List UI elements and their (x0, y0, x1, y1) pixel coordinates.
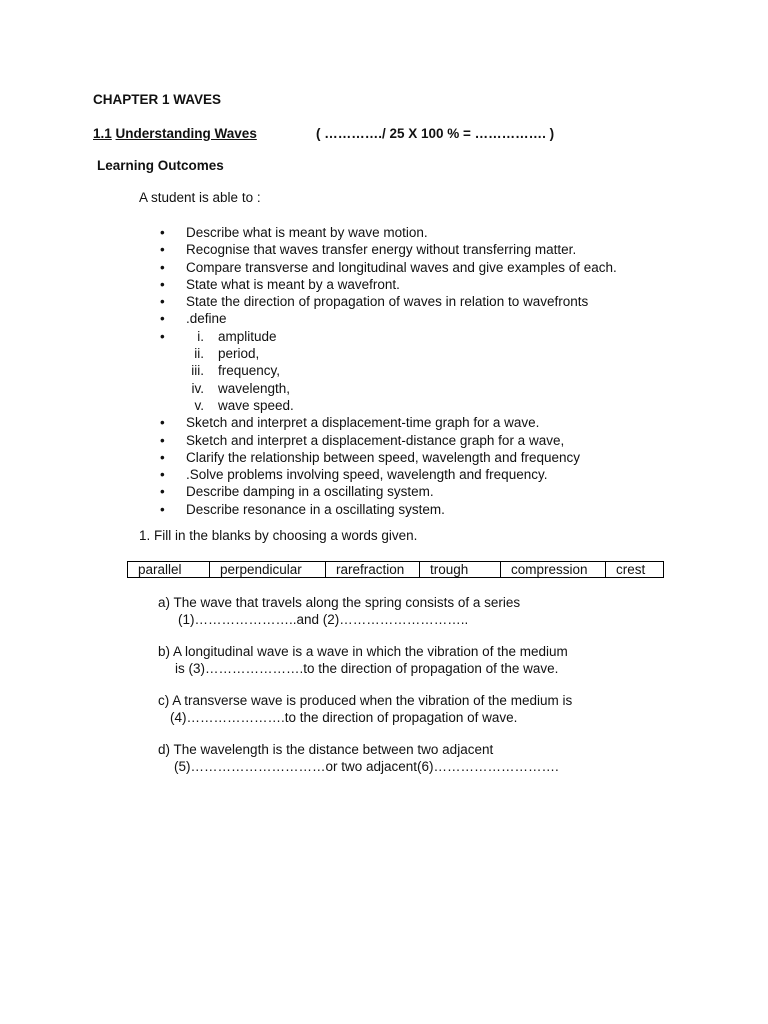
list-item: • Describe damping in a oscillating system. (160, 483, 617, 500)
sub-item-number: iv. (191, 380, 204, 396)
outcomes-intro: A student is able to : (139, 190, 261, 205)
chapter-title: CHAPTER 1 WAVES (93, 92, 222, 107)
sub-list-item (182, 328, 617, 345)
sub-item-text: frequency, (218, 363, 281, 379)
word-cell: perpendicular (210, 562, 326, 578)
define-sublist-container (160, 328, 617, 414)
define-sublist (182, 328, 617, 414)
sub-item-text: amplitude (218, 328, 277, 344)
answer-line: (1)…………………..and (2)……………………….. (178, 611, 469, 627)
answer-line: (4)………………….to the direction of propagation of wave. (170, 709, 518, 725)
sub-list-item (182, 362, 617, 379)
list-item: • .Solve problems involving speed, wavelength and frequency. (160, 466, 617, 483)
exercise-instruction: 1. Fill in the blanks by choosing a words given. (139, 528, 418, 543)
list-item: • Recognise that waves transfer energy without transferring matter. (160, 241, 617, 258)
word-cell: rarefraction (326, 562, 420, 578)
sub-item-number: i. (197, 328, 204, 344)
word-bank-table (127, 561, 664, 578)
word-cell: parallel (128, 562, 210, 578)
answer-line: is (3)………………….to the direction of propagation of the wave. (175, 660, 559, 676)
answer-line: (5)…………………………or two adjacent(6)………………………. (174, 758, 559, 774)
sub-item-text: wave speed. (218, 397, 294, 413)
word-cell: crest (606, 562, 664, 578)
sub-list-item (182, 345, 617, 362)
sub-list-item (182, 380, 617, 397)
score-formula: ( …………./ 25 X 100 % = ……………. ) (316, 126, 555, 141)
list-item: • Sketch and interpret a displacement-distance graph for a wave, (160, 432, 617, 449)
word-cell: trough (420, 562, 501, 578)
word-cell: compression (501, 562, 606, 578)
question-text: a) The wave that travels along the spring consists of a series (158, 595, 521, 610)
section-title: Understanding Waves (115, 126, 257, 141)
question-text: d) The wavelength is the distance between two adjacent (158, 742, 494, 757)
section-number: 1.1 (93, 126, 112, 141)
list-item: • Describe what is meant by wave motion. (160, 224, 617, 241)
table-row (128, 562, 664, 578)
sub-item-number: v. (194, 397, 204, 413)
list-item: • Sketch and interpret a displacement-time graph for a wave. (160, 414, 617, 431)
question-a (158, 595, 520, 628)
sub-item-text: wavelength, (218, 380, 291, 396)
sub-item-number: iii. (191, 363, 204, 379)
learning-outcomes-heading: Learning Outcomes (97, 158, 224, 173)
question-b (158, 644, 568, 677)
sub-item-number: ii. (194, 346, 204, 362)
list-item: • Compare transverse and longitudinal waves and give examples of each. (160, 259, 617, 276)
sub-list-item (182, 397, 617, 414)
list-item: • Clarify the relationship between speed, wavelength and frequency (160, 449, 617, 466)
list-item: • Describe resonance in a oscillating system. (160, 501, 617, 518)
list-item: • State what is meant by a wavefront. (160, 276, 617, 293)
section-heading (93, 126, 257, 141)
question-text: b) A longitudinal wave is a wave in which the vibration of the medium (158, 644, 568, 659)
question-text: c) A transverse wave is produced when the vibration of the medium is (158, 693, 573, 708)
question-d (158, 742, 559, 775)
question-c (158, 693, 572, 726)
outcomes-list (160, 224, 617, 518)
list-item: • .define (160, 310, 617, 327)
sub-item-text: period, (218, 346, 260, 362)
list-item: • State the direction of propagation of waves in relation to wavefronts (160, 293, 617, 310)
